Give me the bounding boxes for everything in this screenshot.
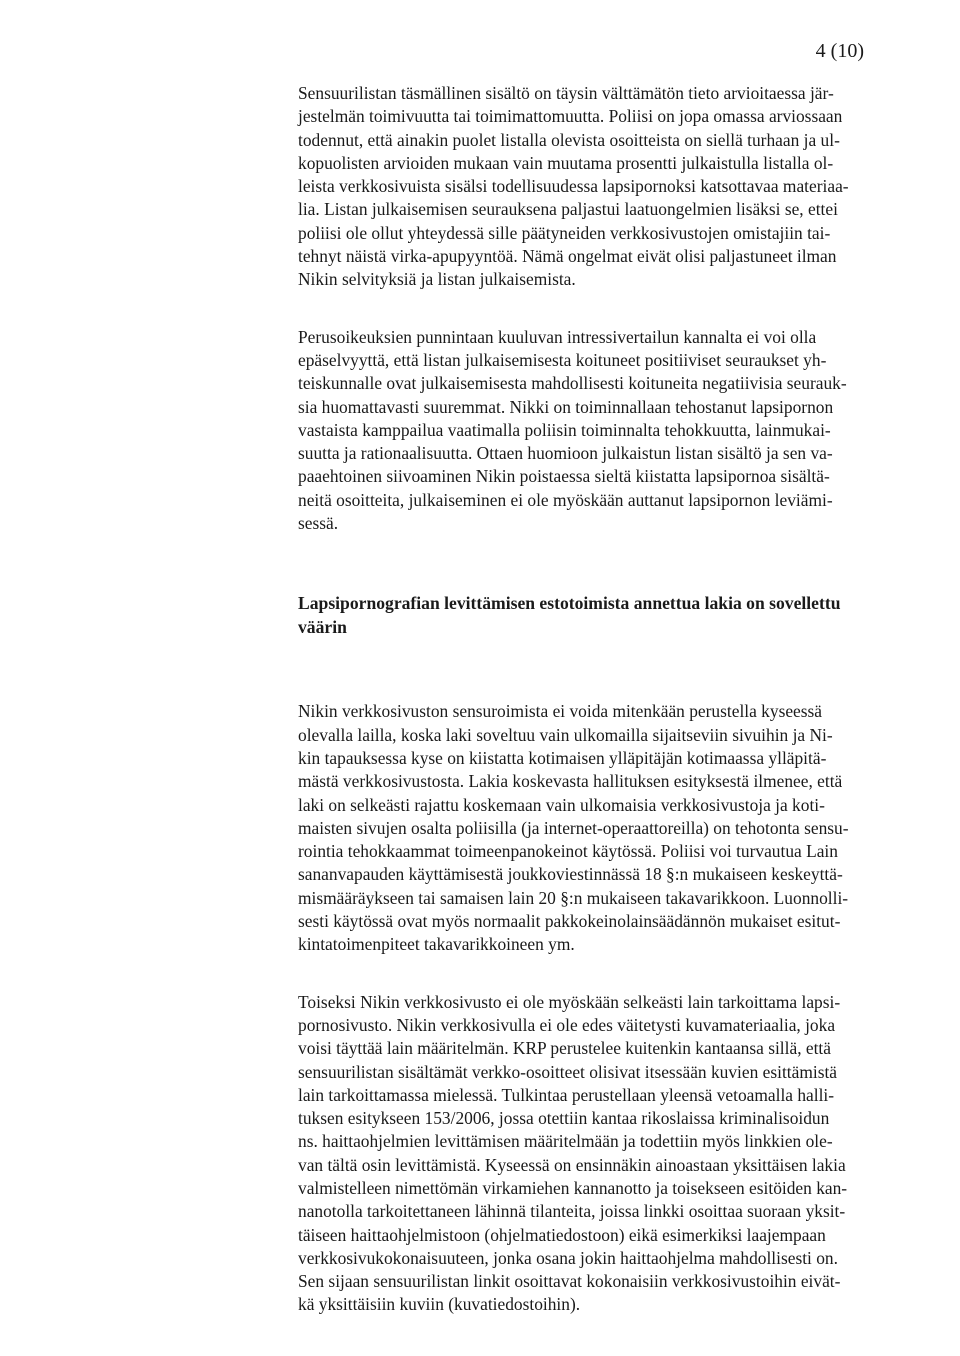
paragraph-sensor-list-content: Sensuurilistan täsmällinen sisältö on täysin välttämätön tieto arvioitaessa jär- jestelmän toimivuutta tai toimimattomuutta. Poliisi on jopa omassa arviossaan todennut, että ainakin puolet listalla olevista osoitteista on siellä turhaan ja ul- kopuolisten arvioiden mukaan vain muutama prosentti julkaistulla listalla ol- leista verkkosivuista sisälsi todellisuudessa lapsipornoksi katsottavaa materiaa- lia. Listan julkaisemisen seurauksena paljastui laatuongelmien lisäksi se, ettei poliisi ole ollut yhteydessä sille päätyneiden verkkosivustojen omistajiin tai- tehnyt näistä virka-apupyyntöä. Nämä ongelmat eivät olisi paljastuneet ilman Nikin selvityksiä ja listan julkaisemista. bbox=[298, 83, 849, 290]
document-body bbox=[298, 82, 890, 1317]
paragraph-law-application: Nikin verkkosivuston sensuroimista ei voida mitenkään perustella kyseessä olevalla lailla, koska laki soveltuu vain ulkomailla sijaitseviin sivuihin ja Ni- kin tapauksessa kyse on kiistatta kotimaisen ylläpitäjän kotimaassa ylläpitä- mästä verkkosivustosta. Lakia koskevasta hallituksen esityksestä ilmenee, että laki on selkeästi rajattu koskemaan vain ulkomaisia verkkosivustoja ja koti- maisten sivujen osalta poliisilla (ja internet-operaattoreilla) on tehotonta sensu- rointia tehokkaammat toimeenpanokeinot käytössä. Poliisi voi turvautua Lain sananvapauden käyttämisestä joukkoviestinnässä 18 §:n mukaiseen keskeyttä- mismääräykseen tai samaisen lain 20 §:n mukaiseen takavarikkoon. Luonnolli- sesti käytössä ovat myös normaalit pakkokeinolainsäädännön mukaiset esitut- kintatoimenpiteet takavarikkoineen ym. bbox=[298, 701, 849, 955]
paragraph-fundamental-rights: Perusoikeuksien punnintaan kuuluvan intressivertailun kannalta ei voi olla epäselvyyttä, että listan julkaisemisesta koituneet positiiviset seuraukset yh- teiskunnalle ovat julkaisemisesta mahdollisesti koituneita negatiivisia seurauk- sia huomattavasti suuremmat. Nikki on toiminnallaan tehostanut lapsipornon vastaista kamppailua vaatimalla poliisin toiminnalta tehokkuutta, lainmukai- suutta ja rationaalisuutta. Ottaen huomioon julkaistun listan sisältö ja sen va- paaehtoinen siivoaminen Nikin poistaessa sieltä kiistatta lapsipornoa sisältä- neitä osoitteita, julkaiseminen ei ole myöskään auttanut lapsipornon leviämi- sessä. bbox=[298, 326, 847, 534]
section-heading: Lapsipornografian levittämisen estotoimista annettua lakia on sovellettu väärin bbox=[298, 593, 841, 637]
paragraph-child-porn-site-definition: Toiseksi Nikin verkkosivusto ei ole myöskään selkeästi lain tarkoittama lapsi- pornosivusto. Nikin verkkosivulla ei ole edes väitetysti kuvamateriaalia, joka voisi täyttää lain määritelmän. KRP perustelee kuitenkin kantaansa sillä, että sensuurilistan sisältämät verkko-osoitteet olisivat itsessään kuvien esittämistä lain tarkoittamassa mielessä. Tulkintaa perustellaan yleensä vetoamalla halli- tuksen esitykseen 153/2006, jossa otettiin kantaa rikoslaissa kriminalisoidun ns. haittaohjelmien levittämisen määritelmään ja todettiin myös linkkien ole- van tältä osin levittämistä. Kyseessä on ensinnäkin ainoastaan yksittäisen lakia valmistelleen nimettömän virkamiehen kannanotto ja toisekseen esitöiden kan- nanotolla tarkoitettaneen lähinnä tilanteita, joissa linkki osoittaa suoraan yksit- täiseen haittaohjelmistoon (ohjelmatiedostoon) eikä esimerkiksi laajempaan verkkosivukokonaisuuteen, jonka osana jokin haittaohjelma mahdollisesti on. Sen sijaan sensuurilistan linkit osoittavat kokonaisiin verkkosivustoihin eivät- kä yksittäisiin kuviin (kuvatiedostoihin). bbox=[298, 991, 848, 1315]
page-number: 4 (10) bbox=[815, 40, 864, 62]
